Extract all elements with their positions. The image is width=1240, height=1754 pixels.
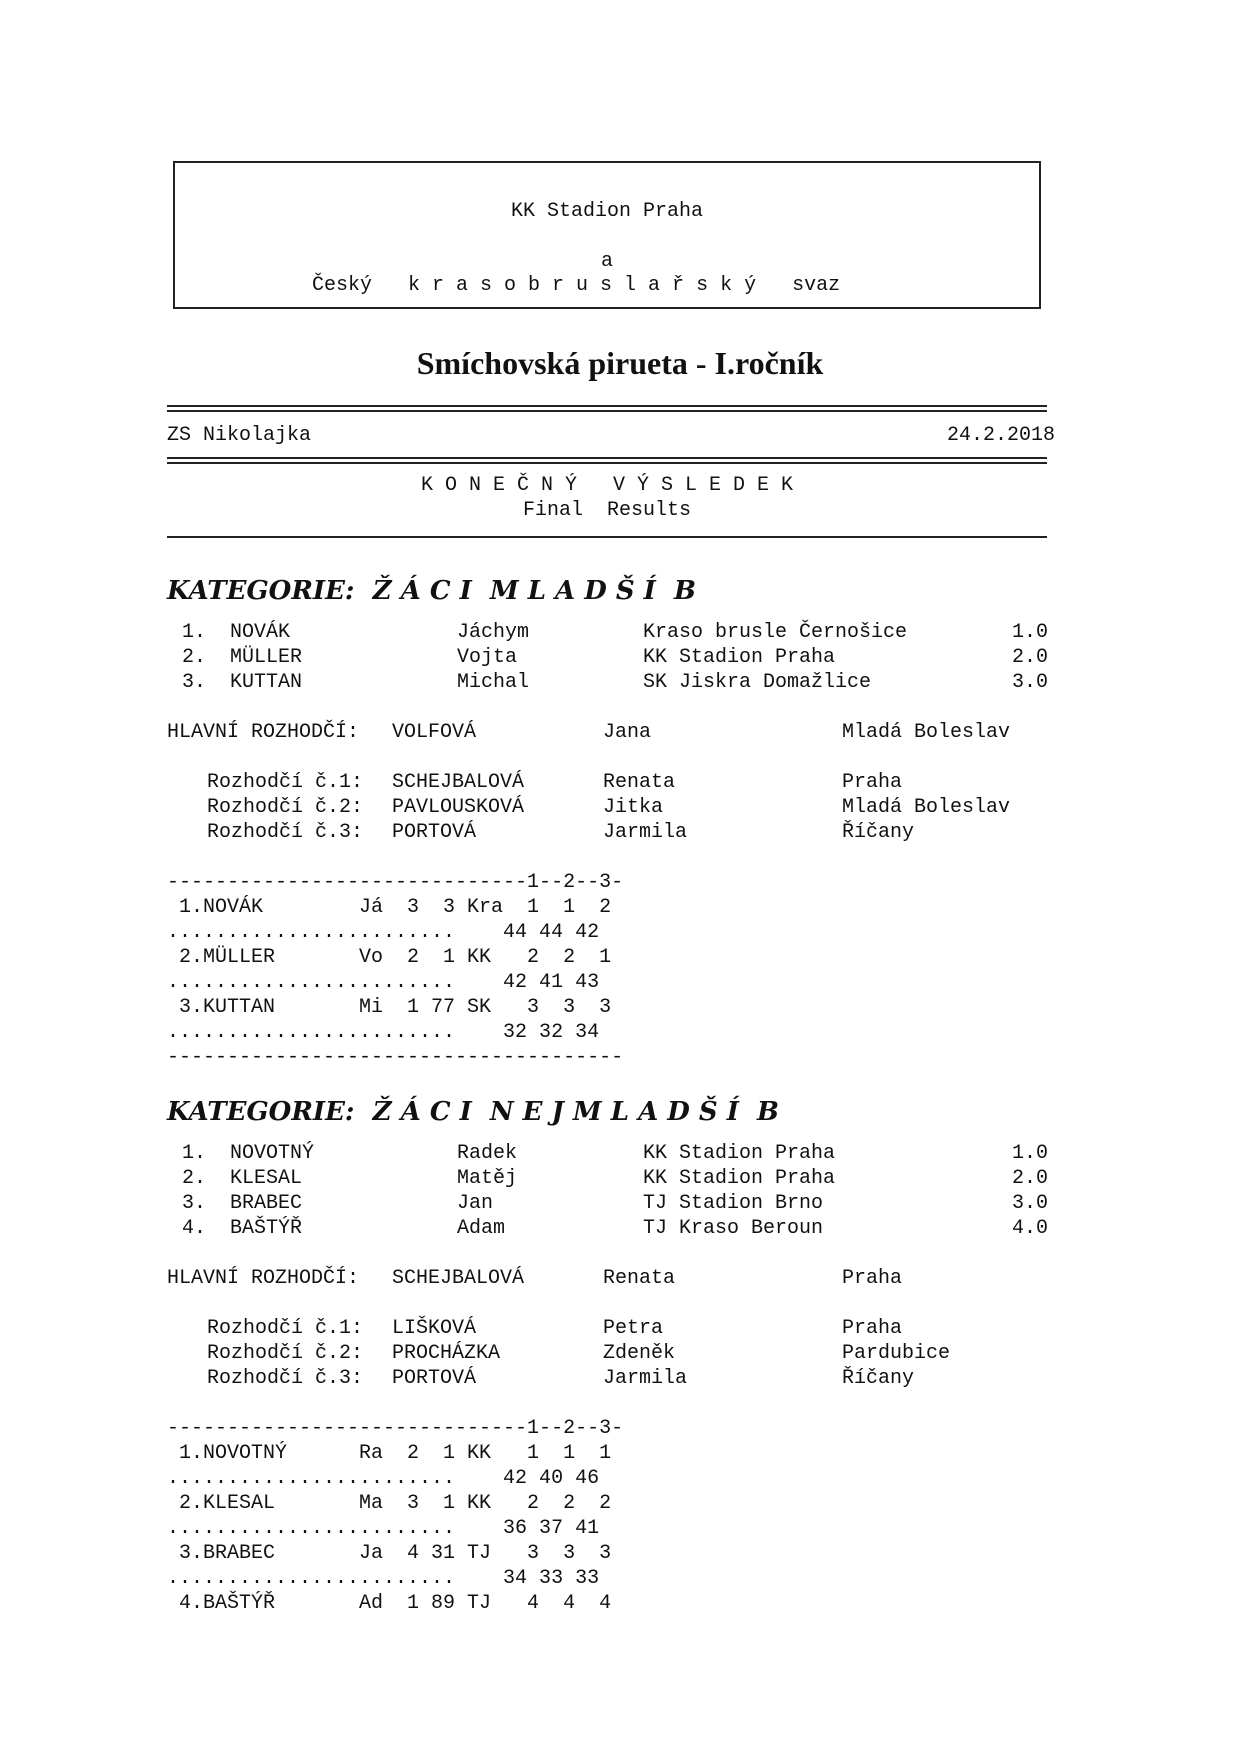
result-rank: 3. — [182, 671, 207, 694]
table-line: 3.BRABEC Ja 4 31 TJ 3 3 3 — [167, 1542, 612, 1565]
result-name: Jáchym — [457, 621, 530, 644]
judge-label: Rozhodčí č.3: — [207, 1367, 364, 1390]
result-rank: 4. — [182, 1217, 207, 1240]
table-line: 3.KUTTAN Mi 1 77 SK 3 3 3 — [167, 996, 612, 1019]
result-score: 2.0 — [1012, 1167, 1049, 1190]
result-surname: NOVÁK — [230, 621, 291, 644]
table-line: ........................ 42 40 46 — [167, 1467, 600, 1490]
result-score: 1.0 — [1012, 621, 1049, 644]
judge-city: Pardubice — [842, 1342, 951, 1365]
double-divider — [167, 457, 1047, 464]
head-judge-city: Mladá Boleslav — [842, 721, 1011, 744]
judge-label: Rozhodčí č.3: — [207, 821, 364, 844]
result-name: Vojta — [457, 646, 518, 669]
head-judge-label: HLAVNÍ ROZHODČÍ: — [167, 1267, 360, 1290]
result-subtitle: Final Results — [522, 499, 692, 522]
judge-label: Rozhodčí č.2: — [207, 796, 364, 819]
result-rank: 2. — [182, 1167, 207, 1190]
judge-surname: PORTOVÁ — [392, 1367, 477, 1390]
judge-label: Rozhodčí č.1: — [207, 771, 364, 794]
judge-name: Jarmila — [603, 821, 688, 844]
result-club: SK Jiskra Domažlice — [643, 671, 872, 694]
judge-surname: PORTOVÁ — [392, 821, 477, 844]
head-judge-surname: VOLFOVÁ — [392, 721, 477, 744]
judge-city: Praha — [842, 1317, 903, 1340]
table-line: ........................ 32 32 34 — [167, 1021, 600, 1044]
result-rank: 2. — [182, 646, 207, 669]
judge-surname: LIŠKOVÁ — [392, 1317, 477, 1340]
judge-label: Rozhodčí č.2: — [207, 1342, 364, 1365]
result-club: KK Stadion Praha — [643, 1142, 836, 1165]
result-rank: 3. — [182, 1192, 207, 1215]
table-line: -------------------------------------- — [167, 1046, 624, 1069]
organizer-line-3: Český k r a s o b r u s l a ř s k ý svaz — [312, 274, 841, 297]
category-title: KATEGORIE: Ž Á C I M L A D Š Í B — [167, 576, 696, 606]
table-line: ........................ 34 33 33 — [167, 1567, 600, 1590]
result-title: K O N E Č N Ý V Ý S L E D E K — [420, 474, 794, 497]
judge-name: Jarmila — [603, 1367, 688, 1390]
result-score: 2.0 — [1012, 646, 1049, 669]
result-club: TJ Kraso Beroun — [643, 1217, 824, 1240]
table-line: ........................ 42 41 43 — [167, 971, 600, 994]
judge-name: Zdeněk — [603, 1342, 676, 1365]
result-surname: BAŠTÝŘ — [230, 1217, 303, 1240]
double-divider — [167, 405, 1047, 412]
date: 24.2.2018 — [947, 424, 1056, 447]
result-score: 4.0 — [1012, 1217, 1049, 1240]
judge-label: Rozhodčí č.1: — [207, 1317, 364, 1340]
result-score: 1.0 — [1012, 1142, 1049, 1165]
head-judge-label: HLAVNÍ ROZHODČÍ: — [167, 721, 360, 744]
table-line: 2.KLESAL Ma 3 1 KK 2 2 2 — [167, 1492, 612, 1515]
venue: ZS Nikolajka — [167, 424, 312, 447]
head-judge-name: Renata — [603, 1267, 676, 1290]
result-surname: BRABEC — [230, 1192, 303, 1215]
result-surname: KUTTAN — [230, 671, 303, 694]
head-judge-surname: SCHEJBALOVÁ — [392, 1267, 525, 1290]
judge-city: Praha — [842, 771, 903, 794]
table-line: ........................ 44 44 42 — [167, 921, 600, 944]
judge-surname: SCHEJBALOVÁ — [392, 771, 525, 794]
judge-city: Říčany — [842, 821, 915, 844]
judge-surname: PROCHÁZKA — [392, 1342, 501, 1365]
organizer-line-2: a — [600, 250, 613, 273]
judge-name: Renata — [603, 771, 676, 794]
result-rank: 1. — [182, 621, 207, 644]
result-name: Matěj — [457, 1167, 518, 1190]
result-rank: 1. — [182, 1142, 207, 1165]
judge-name: Jitka — [603, 796, 664, 819]
result-score: 3.0 — [1012, 1192, 1049, 1215]
result-surname: KLESAL — [230, 1167, 303, 1190]
judge-city: Mladá Boleslav — [842, 796, 1011, 819]
table-line: 1.NOVOTNÝ Ra 2 1 KK 1 1 1 — [167, 1442, 612, 1465]
category-title: KATEGORIE: Ž Á C I N E J M L A D Š Í B — [167, 1097, 779, 1127]
result-club: TJ Stadion Brno — [643, 1192, 824, 1215]
result-club: Kraso brusle Černošice — [643, 621, 908, 644]
head-judge-city: Praha — [842, 1267, 903, 1290]
table-line: ------------------------------1--2--3- — [167, 871, 624, 894]
result-club: KK Stadion Praha — [643, 1167, 836, 1190]
organizer-line-1: KK Stadion Praha — [510, 200, 704, 223]
table-line: 4.BAŠTÝŘ Ad 1 89 TJ 4 4 4 — [167, 1592, 612, 1615]
result-name: Michal — [457, 671, 530, 694]
organizer-box — [173, 161, 1041, 309]
table-line: 2.MÜLLER Vo 2 1 KK 2 2 1 — [167, 946, 612, 969]
result-club: KK Stadion Praha — [643, 646, 836, 669]
result-name: Radek — [457, 1142, 518, 1165]
result-surname: MÜLLER — [230, 646, 303, 669]
table-line: ------------------------------1--2--3- — [167, 1417, 624, 1440]
result-score: 3.0 — [1012, 671, 1049, 694]
result-name: Adam — [457, 1217, 506, 1240]
page-title: Smíchovská pirueta - I.ročník — [416, 345, 824, 381]
divider — [167, 536, 1047, 538]
table-line: ........................ 36 37 41 — [167, 1517, 600, 1540]
head-judge-name: Jana — [603, 721, 652, 744]
result-name: Jan — [457, 1192, 494, 1215]
result-surname: NOVOTNÝ — [230, 1142, 315, 1165]
table-line: 1.NOVÁK Já 3 3 Kra 1 1 2 — [167, 896, 612, 919]
judge-city: Říčany — [842, 1367, 915, 1390]
judge-surname: PAVLOUSKOVÁ — [392, 796, 525, 819]
judge-name: Petra — [603, 1317, 664, 1340]
